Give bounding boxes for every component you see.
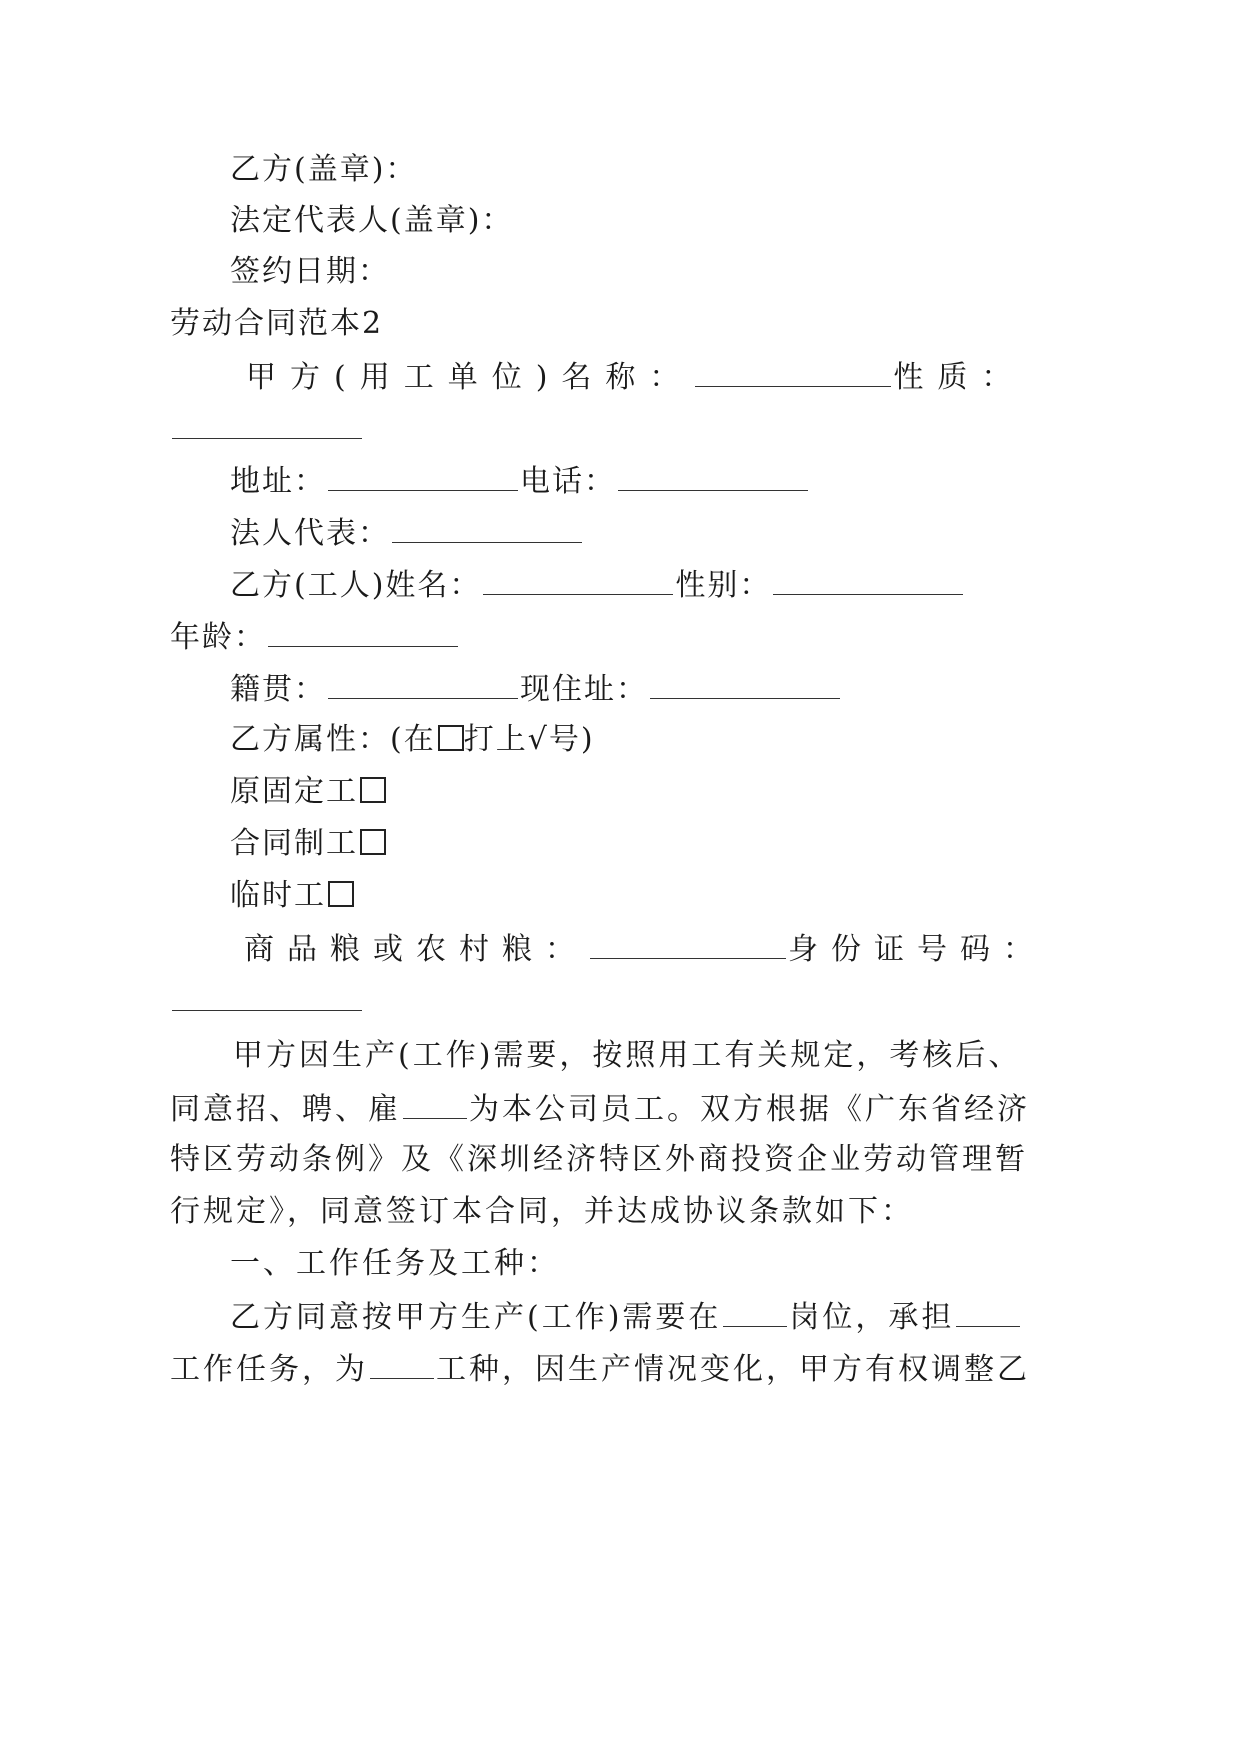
checkbox-icon	[438, 725, 464, 751]
attribute-line	[230, 720, 595, 760]
worker-name-label: 乙方(工人)姓名：	[230, 568, 482, 603]
nature-blank	[172, 408, 362, 439]
option-temp-label: 临时工	[230, 878, 326, 913]
gender-label: 性别：	[675, 568, 772, 603]
attribute-label: 乙方属性：(在	[230, 722, 436, 757]
native-place-line	[230, 668, 842, 710]
nature-label: 性质：	[893, 360, 1026, 395]
body-text: 特区劳动条例》及《深圳经济特区外商投资企业劳动管理暂	[170, 1142, 1028, 1177]
party-b-seal-label: 乙方(盖章)：	[230, 152, 418, 187]
task-blank	[956, 1296, 1020, 1327]
sign-date-line	[230, 252, 390, 292]
worker-name-blank	[483, 564, 673, 595]
employer-name-blank	[695, 356, 891, 387]
gender-blank	[773, 564, 963, 595]
body-text: 乙方同意按甲方生产(工作)需要在	[230, 1300, 722, 1335]
employer-name-label: 甲方(用工单位)名称：	[246, 360, 694, 395]
option-temp-checkbox[interactable]	[328, 881, 354, 907]
phone-label: 电话：	[520, 464, 616, 499]
legal-rep-line	[230, 512, 584, 554]
current-address-label: 现住址：	[520, 672, 648, 707]
address-label: 地址：	[230, 464, 326, 499]
age-blank	[268, 616, 458, 647]
employer-name-line	[246, 356, 1025, 398]
body-text: 同意招、聘、雇	[170, 1092, 401, 1127]
position-blank	[723, 1296, 787, 1327]
legal-rep-blank	[392, 512, 582, 543]
option-contract-line	[230, 824, 386, 864]
nature-blank-line	[170, 408, 364, 450]
legal-rep-seal-label: 法定代表人(盖章)：	[230, 203, 514, 238]
body-p1-l1	[233, 1036, 1021, 1076]
body-text: 岗位，承担	[789, 1300, 955, 1335]
grain-label: 商品粮或农村粮：	[244, 932, 588, 967]
phone-blank	[618, 460, 808, 491]
body-text: 行规定》，同意签订本合同，并达成协议条款如下：	[170, 1194, 914, 1229]
section-title	[170, 304, 383, 344]
option-temp-line	[230, 876, 354, 916]
body-p2-l2	[170, 1348, 1030, 1390]
attribute-label-tail: 打上√号)	[463, 722, 595, 757]
age-label: 年龄：	[170, 620, 266, 655]
option-contract-label: 合同制工	[230, 826, 358, 861]
option-fixed-line	[230, 772, 386, 812]
hire-name-blank	[403, 1088, 467, 1119]
address-blank	[328, 460, 518, 491]
legal-rep-seal-line	[230, 201, 513, 241]
native-place-blank	[328, 668, 518, 699]
sign-date-label: 签约日期：	[230, 254, 390, 289]
id-number-label: 身份证号码：	[788, 932, 1046, 967]
body-p2-l1	[230, 1296, 1022, 1338]
current-address-blank	[650, 668, 840, 699]
age-line	[170, 616, 460, 658]
body-p1-l4	[170, 1192, 914, 1232]
clause1-title	[230, 1244, 560, 1284]
body-text: 工作任务，为	[170, 1352, 368, 1387]
id-number-blank	[172, 980, 362, 1011]
grain-blank	[590, 928, 786, 959]
section-title-text: 劳动合同范本2	[170, 306, 384, 341]
id-number-blank-line	[170, 980, 364, 1022]
body-text: 甲方因生产(工作)需要，按照用工有关规定，考核后、	[233, 1038, 1022, 1073]
work-type-blank	[370, 1348, 434, 1379]
option-fixed-checkbox[interactable]	[360, 777, 386, 803]
body-p1-l2	[170, 1088, 1030, 1130]
address-line	[230, 460, 810, 502]
body-text: 工种，因生产情况变化，甲方有权调整乙	[436, 1352, 1030, 1387]
body-text: 为本公司员工。双方根据《广东省经济	[469, 1092, 1030, 1127]
native-place-label: 籍贯：	[230, 672, 326, 707]
party-b-seal-line	[230, 150, 417, 190]
grain-line	[244, 928, 1046, 970]
legal-rep-label: 法人代表：	[230, 516, 390, 551]
worker-name-line	[230, 564, 965, 606]
option-fixed-label: 原固定工	[230, 774, 358, 809]
option-contract-checkbox[interactable]	[360, 829, 386, 855]
clause-title-text: 一、工作任务及工种：	[230, 1246, 560, 1281]
body-p1-l3	[170, 1140, 1028, 1180]
